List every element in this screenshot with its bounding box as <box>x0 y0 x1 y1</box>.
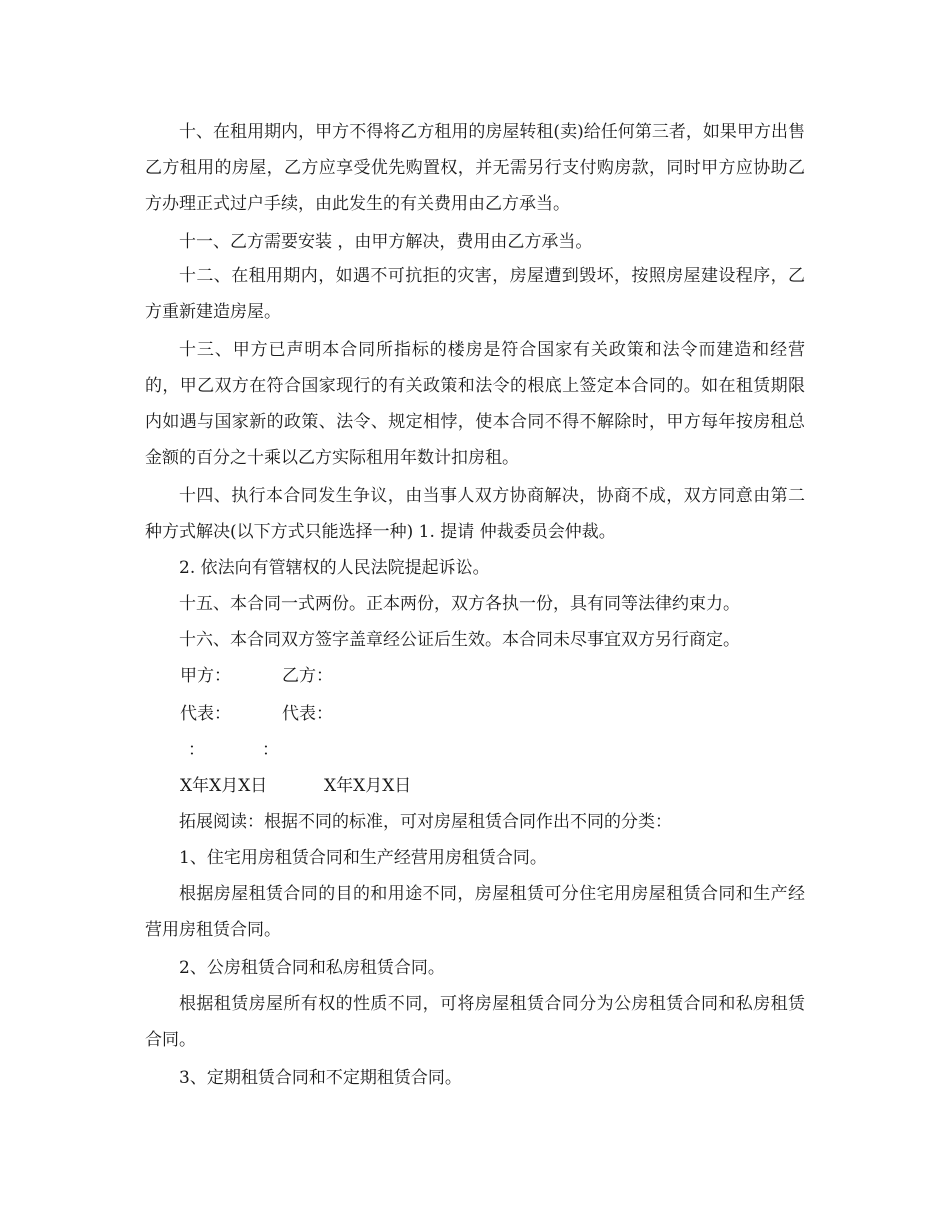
clause-14-option-2: 2. 依法向有管辖权的人民法院提起诉讼。 <box>179 558 490 578</box>
rep-b-label: 代表： <box>282 704 333 724</box>
party-b-label: 乙方： <box>282 666 333 686</box>
party-a-label: 甲方： <box>180 666 231 686</box>
signature-colon-b: ： <box>262 740 279 760</box>
date-b: X年X月X日 <box>324 776 412 796</box>
category-2-title: 2、公房租赁合同和私房租赁合同。 <box>179 958 445 978</box>
rep-a-label: 代表： <box>180 704 231 724</box>
category-2-body: 根据租赁房屋所有权的性质不同，可将房屋租赁合同分为公房租赁合同和私房租赁合同。 <box>145 994 805 1050</box>
clause-10: 十、在租用期内，甲方不得将乙方租用的房屋转租(卖)给任何第三者，如果甲方出售乙方租用的房屋，乙方应享受优先购置权，并无需另行支付购房款，同时甲方应协助乙方办理正式过户手续，由此发生的有关费用由乙方承当。 <box>145 122 805 214</box>
clause-13: 十三、甲方已声明本合同所指标的楼房是符合国家有关政策和法令而建造和经营的，甲乙双方在符合国家现行的有关政策和法令的根底上签定本合同的。如在租赁期限内如遇与国家新的政策、法令、规定相悖，使本合同不得不解除时，甲方每年按房租总金额的百分之十乘以乙方实际租用年数计扣房租。 <box>145 340 805 468</box>
clause-12: 十二、在租用期内，如遇不可抗拒的灾害，房屋遭到毁坏，按照房屋建设程序，乙方重新建造房屋。 <box>145 266 805 322</box>
category-1-title: 1、住宅用房租赁合同和生产经营用房租赁合同。 <box>179 848 547 868</box>
category-1-body: 根据房屋租赁合同的目的和用途不同，房屋租赁可分住宅用房屋租赁合同和生产经营用房租赁合同。 <box>145 884 805 940</box>
date-a: X年X月X日 <box>180 776 268 796</box>
category-3-title: 3、定期租赁合同和不定期租赁合同。 <box>179 1068 462 1088</box>
clause-14: 十四、执行本合同发生争议，由当事人双方协商解决，协商不成，双方同意由第二种方式解决(以下方式只能选择一种) 1. 提请 仲裁委员会仲裁。 <box>145 486 805 542</box>
clause-16: 十六、本合同双方签字盖章经公证后生效。本合同未尽事宜双方另行商定。 <box>179 630 740 650</box>
signature-colon-a: ： <box>188 740 205 760</box>
extended-reading-intro: 拓展阅读：根据不同的标准，可对房屋租赁合同作出不同的分类： <box>179 812 672 832</box>
clause-11: 十一、乙方需要安装 ，由甲方解决，费用由乙方承当。 <box>179 232 593 252</box>
clause-15: 十五、本合同一式两份。正本两份，双方各执一份，具有同等法律约束力。 <box>179 594 740 614</box>
